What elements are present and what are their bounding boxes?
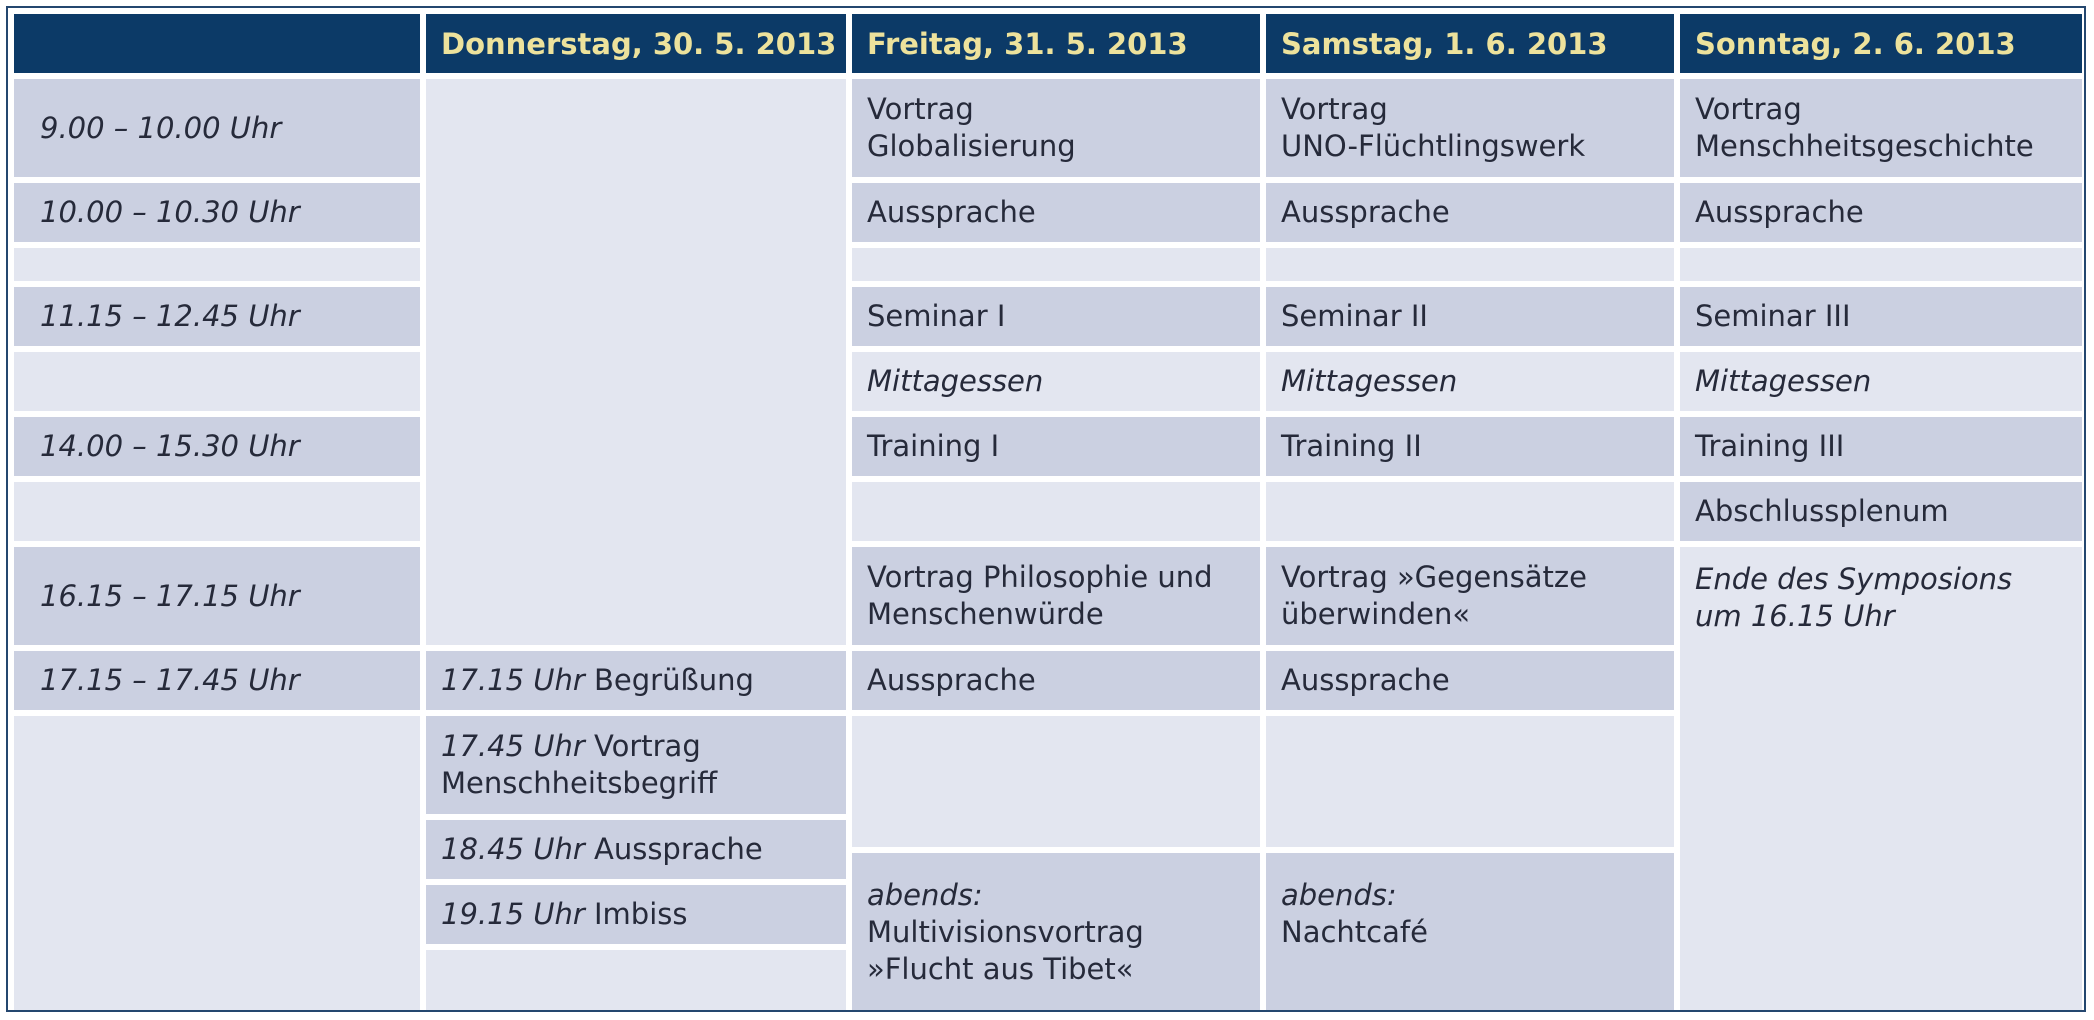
donnerstag-aussprache xyxy=(426,820,846,879)
samstag-gap-1 xyxy=(1266,248,1674,281)
imbiss-time: 19.15 Uhr xyxy=(441,897,585,931)
time-slot-2: 10.00 – 10.30 Uhr xyxy=(14,183,420,242)
freitag-mittagessen: Mittagessen xyxy=(852,352,1260,411)
freitag-training: Training I xyxy=(852,417,1260,476)
sonntag-training: Training III xyxy=(1680,417,2082,476)
freitag-vortrag-2: Vortrag Philosophie und Menschenwürde xyxy=(852,547,1260,645)
aussprache-time: 18.45 Uhr xyxy=(441,832,585,866)
time-slot-1: 9.00 – 10.00 Uhr xyxy=(14,79,420,177)
samstag-abends-text: Nachtcafé xyxy=(1281,915,1428,949)
time-gap-3 xyxy=(14,482,420,541)
donnerstag-empty-block xyxy=(426,79,846,645)
freitag-abends-text: Multivisionsvortrag »Flucht aus Tibet« xyxy=(867,915,1144,986)
imbiss-label: Imbiss xyxy=(594,897,688,931)
time-slot-3: 11.15 – 12.45 Uhr xyxy=(14,287,420,346)
samstag-abends xyxy=(1266,853,1674,1010)
samstag-abends-label: abends: xyxy=(1281,878,1397,912)
aussprache-label: Aussprache xyxy=(594,832,763,866)
sonntag-mittagessen: Mittagessen xyxy=(1680,352,2082,411)
header-donnerstag: Donnerstag, 30. 5. 2013 xyxy=(426,14,846,73)
vortrag-title: Menschheitsbegriff xyxy=(441,766,718,800)
freitag-gap-1 xyxy=(852,248,1260,281)
sonntag-vortrag: Vortrag Menschheitsgeschichte xyxy=(1680,79,2082,177)
freitag-abends-label: abends: xyxy=(867,878,983,912)
freitag-seminar: Seminar I xyxy=(852,287,1260,346)
vortrag-time: 17.45 Uhr xyxy=(441,729,585,763)
samstag-seminar: Seminar II xyxy=(1266,287,1674,346)
freitag-gap-3 xyxy=(852,716,1260,847)
time-gap-2 xyxy=(14,352,420,411)
time-slot-6: 17.15 – 17.45 Uhr xyxy=(14,651,420,710)
samstag-aussprache-1: Aussprache xyxy=(1266,183,1674,242)
begruessung-time: 17.15 Uhr xyxy=(441,663,585,697)
samstag-aussprache-2: Aussprache xyxy=(1266,651,1674,710)
sonntag-abschlussplenum: Abschlussplenum xyxy=(1680,482,2082,541)
freitag-aussprache-1: Aussprache xyxy=(852,183,1260,242)
samstag-gap-3 xyxy=(1266,716,1674,847)
vortrag-label: Vortrag xyxy=(594,729,701,763)
samstag-mittagessen: Mittagessen xyxy=(1266,352,1674,411)
samstag-training: Training II xyxy=(1266,417,1674,476)
header-time-column xyxy=(14,14,420,73)
freitag-aussprache-2: Aussprache xyxy=(852,651,1260,710)
donnerstag-imbiss xyxy=(426,885,846,944)
samstag-gap-2 xyxy=(1266,482,1674,541)
freitag-abends xyxy=(852,853,1260,1010)
header-sonntag: Sonntag, 2. 6. 2013 xyxy=(1680,14,2082,73)
time-gap-1 xyxy=(14,248,420,281)
time-slot-5: 16.15 – 17.15 Uhr xyxy=(14,547,420,645)
header-freitag: Freitag, 31. 5. 2013 xyxy=(852,14,1260,73)
begruessung-label: Begrüßung xyxy=(594,663,754,697)
sonntag-aussprache-1: Aussprache xyxy=(1680,183,2082,242)
sonntag-ende: Ende des Symposions um 16.15 Uhr xyxy=(1680,547,2082,1010)
header-samstag: Samstag, 1. 6. 2013 xyxy=(1266,14,1674,73)
freitag-gap-2 xyxy=(852,482,1260,541)
schedule-table xyxy=(6,6,2086,1012)
donnerstag-begruessung xyxy=(426,651,846,710)
donnerstag-empty-end xyxy=(426,950,846,1010)
time-slot-4: 14.00 – 15.30 Uhr xyxy=(14,417,420,476)
freitag-vortrag: Vortrag Globalisierung xyxy=(852,79,1260,177)
donnerstag-vortrag xyxy=(426,716,846,814)
samstag-vortrag: Vortrag UNO-Flüchtlingswerk xyxy=(1266,79,1674,177)
time-gap-4 xyxy=(14,716,420,1010)
sonntag-gap-1 xyxy=(1680,248,2082,281)
samstag-vortrag-2: Vortrag »Gegensätze überwinden« xyxy=(1266,547,1674,645)
sonntag-seminar: Seminar III xyxy=(1680,287,2082,346)
